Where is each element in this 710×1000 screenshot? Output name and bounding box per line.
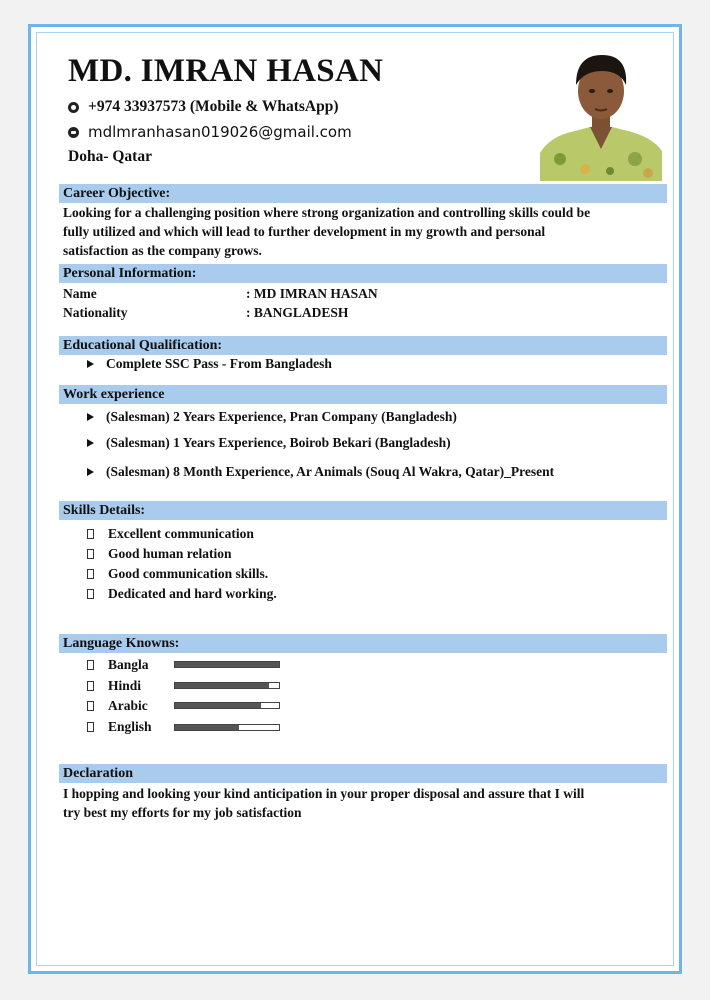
work-item-text: (Salesman) 2 Years Experience, Pran Company (Bangladesh) (106, 409, 457, 424)
skill-item-text: Excellent communication (108, 526, 254, 541)
name-value: : MD IMRAN HASAN (246, 286, 378, 301)
language-level-fill (175, 725, 239, 730)
skill-item-text: Good communication skills. (108, 566, 269, 581)
box-bullet-icon (87, 660, 94, 670)
career-line-3: satisfaction as the company grows. (63, 243, 262, 258)
work-item-text: (Salesman) 8 Month Experience, Ar Animals (Souq Al Wakra, Qatar)_Present (106, 464, 555, 479)
skill-item-text: Dedicated and hard working. (108, 586, 277, 601)
phone-icon (68, 102, 79, 113)
box-bullet-icon (87, 722, 94, 732)
work-item (87, 435, 451, 451)
box-bullet-icon (87, 701, 94, 711)
language-name: Bangla (108, 657, 149, 672)
language-level-fill (175, 703, 261, 708)
language-item (87, 719, 152, 735)
location-line (68, 148, 152, 166)
declaration-line-2: try best my efforts for my job satisfaction (63, 805, 302, 820)
box-bullet-icon (87, 529, 94, 539)
box-bullet-icon (87, 569, 94, 579)
language-level-bar (174, 724, 280, 731)
declaration-header: Declaration (59, 764, 667, 783)
nationality-value: : BANGLADESH (246, 305, 349, 320)
language-level-bar (174, 661, 280, 668)
work-item-text: (Salesman) 1 Years Experience, Boirob Bekari (Bangladesh) (106, 435, 451, 450)
work-item (87, 409, 457, 425)
resume-page (28, 24, 682, 974)
skill-item (87, 586, 277, 602)
location-text: Doha- Qatar (68, 148, 152, 165)
nationality-label: Nationality (63, 305, 128, 320)
education-item-text: Complete SSC Pass - From Bangladesh (106, 356, 332, 371)
portrait-illustration (540, 41, 662, 181)
phone-line (68, 98, 339, 116)
arrow-bullet-icon (87, 439, 94, 447)
education-item (87, 356, 332, 372)
arrow-bullet-icon (87, 360, 94, 368)
phone-text: +974 33937573 (Mobile & WhatsApp) (88, 98, 339, 115)
personal-info-header: Personal Information: (59, 264, 667, 283)
career-objective-header: Career Objective: (59, 184, 667, 203)
language-item (87, 698, 148, 714)
career-line-1: Looking for a challenging position where strong organization and controlling skills could be (63, 205, 591, 220)
box-bullet-icon (87, 549, 94, 559)
profile-photo (540, 41, 662, 181)
skill-item (87, 566, 268, 582)
education-header: Educational Qualification: (59, 336, 667, 355)
arrow-bullet-icon (87, 413, 94, 421)
arrow-bullet-icon (87, 468, 94, 476)
work-experience-header: Work experience (59, 385, 667, 404)
skills-header: Skills Details: (59, 501, 667, 520)
career-line-2: fully utilized and which will lead to further development in my growth and personal (63, 224, 546, 239)
language-name: English (108, 719, 152, 734)
language-level-fill (175, 683, 269, 688)
languages-header: Language Knowns: (59, 634, 667, 653)
language-level-bar (174, 682, 280, 689)
language-level-fill (175, 662, 279, 667)
box-bullet-icon (87, 589, 94, 599)
skill-item (87, 546, 232, 562)
language-name: Hindi (108, 678, 142, 693)
box-bullet-icon (87, 681, 94, 691)
declaration-line-1: I hopping and looking your kind anticipation in your proper disposal and assure that I will (63, 786, 585, 801)
language-name: Arabic (108, 698, 148, 713)
language-item (87, 678, 141, 694)
skill-item-text: Good human relation (108, 546, 232, 561)
candidate-name: MD. IMRAN HASAN (68, 53, 384, 89)
email-text: mdlmranhasan019026@gmail.com (88, 123, 352, 141)
email-icon (68, 127, 79, 138)
name-label: Name (63, 286, 97, 301)
language-item (87, 657, 149, 673)
work-item (87, 464, 554, 480)
skill-item (87, 526, 254, 542)
language-level-bar (174, 702, 280, 709)
email-line (68, 123, 352, 141)
